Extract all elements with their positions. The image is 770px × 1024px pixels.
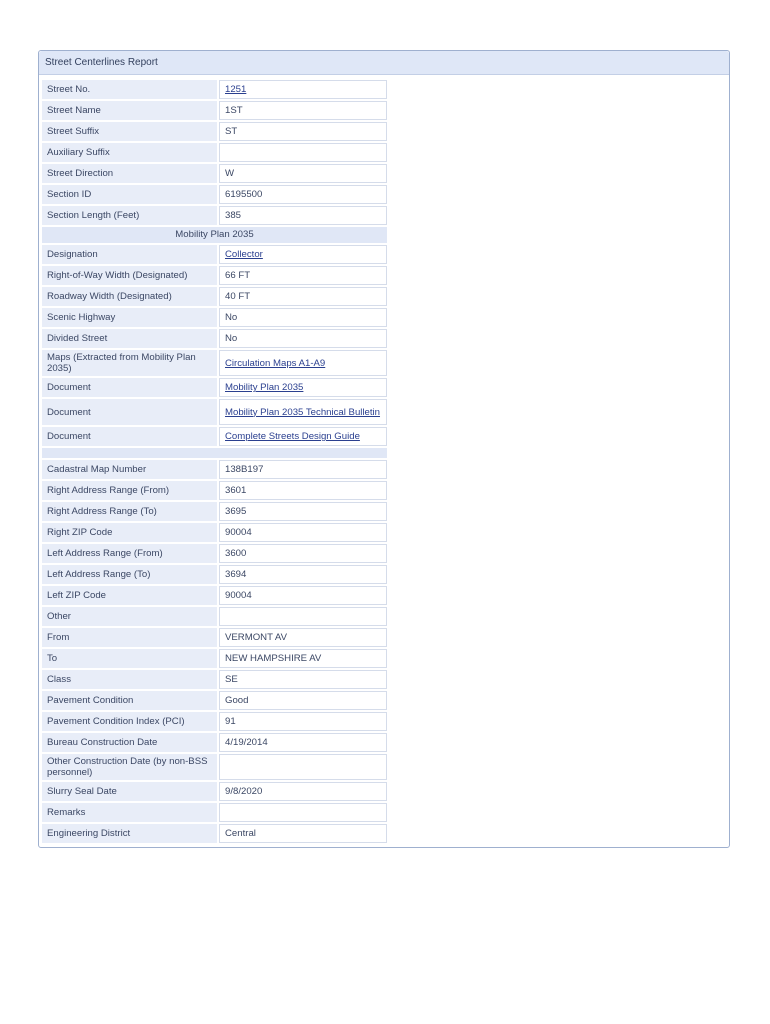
field-value [219,164,387,183]
field-value-text: 3695 [225,506,247,517]
report-row-pavement-condition-index-pci [42,712,387,731]
field-value [219,649,387,668]
report-row-other-construction-date-by-non-bss-personnel [42,754,387,780]
field-label: Right-of-Way Width (Designated) [42,266,217,285]
field-label: Pavement Condition [42,691,217,710]
report-row-auxiliary-suffix [42,143,387,162]
field-value-link[interactable]: Circulation Maps A1-A9 [225,357,326,369]
field-label: Street Direction [42,164,217,183]
field-value [219,378,387,397]
field-label: Section Length (Feet) [42,206,217,225]
field-value [219,427,387,446]
field-label: Street Name [42,101,217,120]
report-row-left-address-range-from [42,544,387,563]
report-row-section-id [42,185,387,204]
field-value [219,691,387,710]
field-label: Auxiliary Suffix [42,143,217,162]
field-value-link[interactable]: Mobility Plan 2035 Technical Bulletin [225,406,381,418]
field-label: Street Suffix [42,122,217,141]
field-value-link[interactable]: Collector [225,249,263,260]
field-value [219,245,387,264]
field-label: Right Address Range (From) [42,481,217,500]
field-value [219,185,387,204]
report-table [40,78,389,845]
field-label: Roadway Width (Designated) [42,287,217,306]
street-centerlines-report-panel [38,50,730,848]
field-label: Left ZIP Code [42,586,217,605]
field-label: Slurry Seal Date [42,782,217,801]
field-value-text: 40 FT [225,291,251,302]
field-value [219,712,387,731]
report-row-maps-extracted-from-mobility-plan-2035 [42,350,387,376]
field-value [219,733,387,752]
field-value [219,670,387,689]
section-header-blank [42,448,387,458]
report-row-right-zip-code [42,523,387,542]
field-label: Document [42,399,217,425]
report-row-scenic-highway [42,308,387,327]
report-row-remarks [42,803,387,822]
field-value-text: No [225,312,238,323]
report-row-street-suffix [42,122,387,141]
field-label: Bureau Construction Date [42,733,217,752]
report-row-from [42,628,387,647]
report-title: Street Centerlines Report [39,51,729,75]
report-row-document [42,378,387,397]
field-value [219,287,387,306]
report-row-document [42,427,387,446]
field-value-text: 3601 [225,485,247,496]
field-value [219,143,387,162]
report-row-street-name [42,101,387,120]
report-row-other [42,607,387,626]
field-value-text: 4/19/2014 [225,737,268,748]
report-row-cadastral-map-number [42,460,387,479]
field-value [219,523,387,542]
report-row-divided-street [42,329,387,348]
report-row-document [42,399,387,425]
field-value [219,399,387,425]
report-row-roadway-width-designated [42,287,387,306]
field-value-text: W [225,168,235,179]
field-value [219,481,387,500]
field-value [219,122,387,141]
field-value-link[interactable]: 1251 [225,84,247,95]
field-label: Maps (Extracted from Mobility Plan 2035) [42,350,217,376]
field-value-link[interactable]: Mobility Plan 2035 [225,382,304,393]
field-value-text: Good [225,695,249,706]
section-header-mobility-plan [42,227,387,243]
field-label: Remarks [42,803,217,822]
field-label: Right ZIP Code [42,523,217,542]
field-value [219,586,387,605]
field-value-text: 385 [225,210,242,221]
field-label: Engineering District [42,824,217,843]
report-row-engineering-district [42,824,387,843]
field-value [219,754,387,780]
report-row-left-zip-code [42,586,387,605]
field-value [219,803,387,822]
field-label: Section ID [42,185,217,204]
field-label: Left Address Range (To) [42,565,217,584]
report-row-slurry-seal-date [42,782,387,801]
field-value-text: ST [225,126,238,137]
field-value [219,544,387,563]
field-value [219,460,387,479]
field-value [219,80,387,99]
field-value-text: 1ST [225,105,243,116]
report-row-street-no [42,80,387,99]
field-label: Other [42,607,217,626]
field-value-text: VERMONT AV [225,632,288,643]
report-row-left-address-range-to [42,565,387,584]
field-label: Other Construction Date (by non-BSS personnel) [42,754,217,780]
field-value-text: 90004 [225,527,252,538]
field-value-text: No [225,333,238,344]
field-value [219,565,387,584]
report-row-pavement-condition [42,691,387,710]
field-label: To [42,649,217,668]
field-value [219,607,387,626]
report-row-bureau-construction-date [42,733,387,752]
section-header-label: Mobility Plan 2035 [42,227,387,243]
report-row-right-of-way-width-designated [42,266,387,285]
field-label: Right Address Range (To) [42,502,217,521]
field-label: Designation [42,245,217,264]
field-value [219,502,387,521]
field-label: Document [42,427,217,446]
field-label: Pavement Condition Index (PCI) [42,712,217,731]
field-value-text: 66 FT [225,270,251,281]
field-label: Cadastral Map Number [42,460,217,479]
field-label: Document [42,378,217,397]
field-value [219,782,387,801]
report-row-class [42,670,387,689]
field-label: Divided Street [42,329,217,348]
field-label: Left Address Range (From) [42,544,217,563]
field-value-text: SE [225,674,238,685]
section-divider [42,448,387,458]
report-row-street-direction [42,164,387,183]
field-value-text: 90004 [225,590,252,601]
field-value-link[interactable]: Complete Streets Design Guide [225,431,360,442]
field-value [219,266,387,285]
field-value-text: 9/8/2020 [225,786,263,797]
field-value [219,308,387,327]
field-value [219,329,387,348]
field-value [219,101,387,120]
field-value-text: Central [225,828,256,839]
report-row-to [42,649,387,668]
field-label: From [42,628,217,647]
field-value [219,350,387,376]
field-value-text: 6195500 [225,189,263,200]
report-row-right-address-range-to [42,502,387,521]
field-value-text: 3694 [225,569,247,580]
field-label: Class [42,670,217,689]
field-value [219,824,387,843]
field-value-text: 91 [225,716,236,727]
report-row-section-length-feet [42,206,387,225]
field-value [219,628,387,647]
field-value-text: 138B197 [225,464,264,475]
report-row-right-address-range-from [42,481,387,500]
field-label: Scenic Highway [42,308,217,327]
field-value-text: 3600 [225,548,247,559]
field-value-text: NEW HAMPSHIRE AV [225,653,322,664]
field-value [219,206,387,225]
report-row-designation [42,245,387,264]
field-label: Street No. [42,80,217,99]
